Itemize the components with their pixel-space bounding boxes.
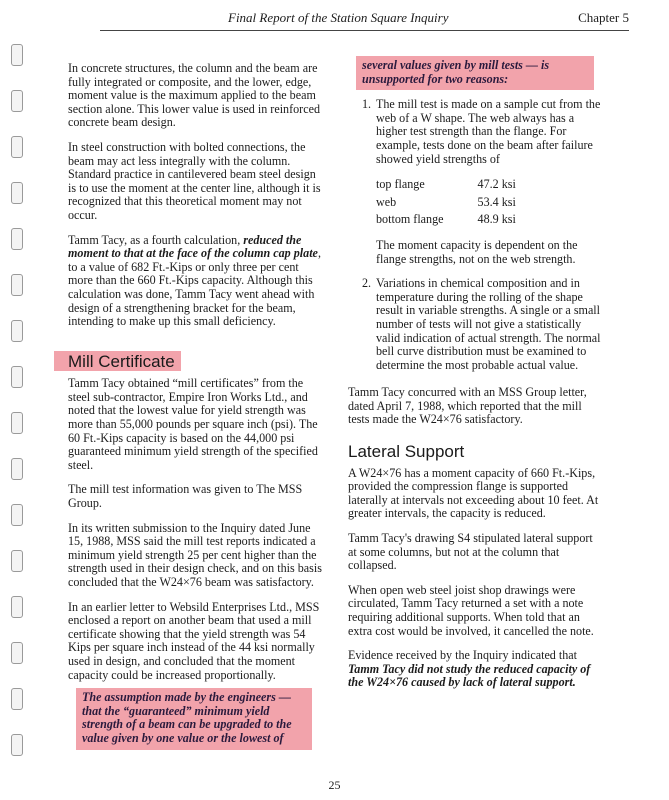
callout-text: several values given by mill tests — is unsupported for two reasons: — [362, 58, 550, 86]
flange-part: top flange — [376, 177, 425, 192]
binder-hole — [11, 550, 23, 572]
emphasis: reduced the moment to that at the face of the column cap plate — [68, 232, 318, 261]
header-rule — [100, 30, 629, 31]
paragraph: The moment capacity is dependent on the flange strengths, not on the web strength. — [376, 237, 578, 266]
paragraph: When open web steel joist shop drawings were circulated, Tamm Tacy returned a set with a note requiring additional supports. When told that an extra cost would be involved, it cancelled the note. — [348, 582, 594, 638]
paragraph: Evidence received by the Inquiry indicated that Tamm Tacy did not study the reduced capacity of the W24×76 caused by lack of lateral support. — [348, 648, 591, 690]
binder-hole — [11, 688, 23, 710]
numbered-item — [348, 98, 602, 166]
paragraph: Tamm Tacy obtained “mill certificates” from the steel sub-contractor, Empire Iron Works Ltd., and noted that the lowest value for yield strength was more than 55,000 pounds per square inch (psi). The 60 Ft.-Kips capacity is based on the 44,000 psi guaranteed minimum yield strength of the specified steel. — [68, 376, 318, 472]
paragraph: A W24×76 has a moment capacity of 660 Ft.-Kips, provided the compression flange is supported laterally at intervals not exceeding about 10 feet. At greater intervals, the capacity is reduced. — [348, 465, 599, 521]
table-row — [376, 178, 516, 196]
left-column — [68, 62, 322, 750]
paragraph: Tamm Tacy's drawing S4 stipulated lateral support at some columns, but not at the column that collapsed. — [348, 531, 593, 573]
table-row — [376, 196, 516, 214]
binder-hole — [11, 734, 23, 756]
paragraph: In its written submission to the Inquiry dated June 15, 1988, MSS said the mill test reports indicated a minimum yield strength 25 per cent higher than the strength used in their design check, and on this basis concluded that the W24×76 beam was satisfactory. — [68, 520, 322, 589]
callout-text: The assumption made by the engineers — that the “guaranteed” minimum yield strength of a beam can be upgraded to the value given by one value or the lowest of — [82, 690, 292, 745]
binder-hole — [11, 320, 23, 342]
paragraph: In steel construction with bolted connections, the beam may act less integrally with the column. Standard practice in cantilevered beam steel design is to use the moment at the center line, although it is recognized that this theoretical moment may not occur. — [68, 139, 321, 222]
paragraph: The mill test information was given to The MSS Group. — [68, 482, 303, 511]
paragraph: In an earlier letter to Websild Enterprises Ltd., MSS enclosed a report on another beam that used a mill certificate showing that the yield strength was 54 Kips per square inch instead of the 44 ksi normally used in design, and concluded that the moment capacity could be increased proportionally. — [68, 599, 320, 682]
flange-part: web — [376, 194, 397, 209]
paragraph: Tamm Tacy concurred with an MSS Group letter, dated April 7, 1988, which reported that the mill tests made the W24×76 satisfactory. — [348, 385, 587, 427]
flange-part: bottom flange — [376, 212, 444, 227]
paragraph: Tamm Tacy, as a fourth calculation, reduced the moment to that at the face of the column cap plate, to a value of 682 Ft.-Kips or only three per cent more than the 660 Ft.-Kips capacity. Although this calculation was done, Tamm Tacy went ahead with design of a strengthening bracket for the beam, intending to make up this small deficiency. — [68, 232, 321, 329]
binder-hole — [11, 228, 23, 250]
paragraph: In concrete structures, the column and the beam are fully integrated or composite, and the lower, edge, moment value is the maximum applied to the beam section alone. This lower value is used in reinforced concrete beam design. — [68, 61, 320, 130]
numbered-item — [348, 277, 602, 372]
binder-hole — [11, 182, 23, 204]
binder-hole — [11, 458, 23, 480]
emphasis: Tamm Tacy did not study the reduced capacity of the W24×76 caused by lack of lateral support. — [348, 661, 591, 690]
strength-value: 53.4 ksi — [477, 194, 516, 209]
report-title: Final Report of the Station Square Inquiry — [228, 10, 449, 25]
section-heading-lateral-support: Lateral Support — [348, 442, 465, 462]
binder-hole — [11, 90, 23, 112]
item-text: Variations in chemical composition and in temperature during the rolling of the shape result in variable strengths. A single or a small number of tests will not give a statistically valid indication of actual strength. The normal bell curve distribution must be examined to determine the most probable actual value. — [376, 276, 601, 372]
strength-value: 47.2 ksi — [477, 177, 516, 192]
binder-hole — [11, 274, 23, 296]
highlight-callout — [76, 688, 312, 749]
chapter-label: Chapter 5 — [578, 10, 629, 25]
item-number: 2. — [362, 276, 372, 291]
table-row — [376, 213, 516, 231]
right-column — [348, 58, 602, 701]
binder-hole — [11, 44, 23, 66]
binder-hole — [11, 642, 23, 664]
binder-hole — [11, 596, 23, 618]
binder-hole — [11, 366, 23, 388]
item-text: The mill test is made on a sample cut from the web of a W shape. The web always has a higher test strength than the flange. For example, tests done on the beam after failure showed yield strengths of — [376, 97, 601, 166]
binder-hole — [11, 412, 23, 434]
highlight-callout — [356, 56, 594, 90]
page-header — [100, 10, 629, 30]
item-number: 1. — [362, 97, 372, 112]
strength-value: 48.9 ksi — [477, 212, 516, 227]
section-heading-mill-certificate: Mill Certificate — [54, 351, 181, 372]
page-number: 25 — [328, 778, 341, 792]
binder-hole — [11, 136, 23, 158]
strength-table — [376, 178, 516, 231]
binder-hole — [11, 504, 23, 526]
